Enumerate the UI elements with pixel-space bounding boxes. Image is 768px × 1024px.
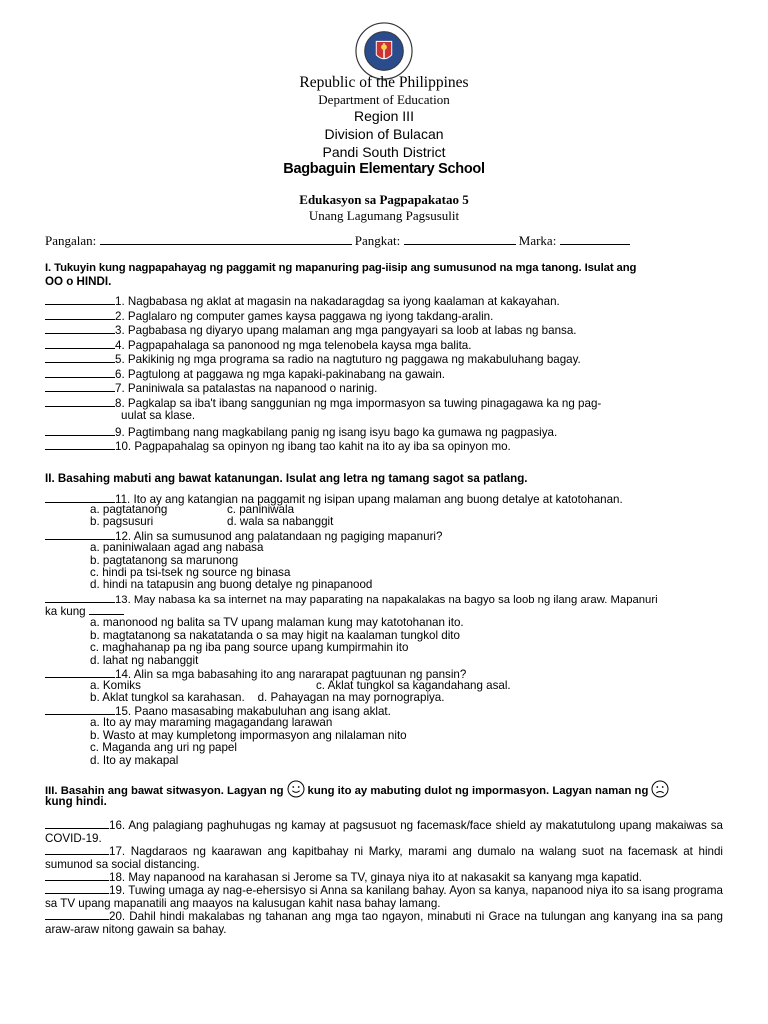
- district-heading: Pandi South District: [322, 144, 446, 160]
- choice: a. Komiks: [90, 679, 141, 692]
- choice: c. Maganda ang uri ng papel: [90, 741, 237, 754]
- list-item: 2. Paglalaro ng computer games kaysa paggawa ng iyong takdang-aralin.: [45, 308, 493, 323]
- choice: b. pagsusuri: [90, 515, 154, 528]
- situation-item: 19. Tuwing umaga ay nag-e-ehersisyo si Anna sa kanilang bahay. Ayon sa kanya, napanood niya ito sa isang programa sa TV upang mapanatili ang maayos na kalusugan kahit nasa bahay lamang.: [45, 884, 723, 910]
- answer-blank[interactable]: [45, 424, 115, 436]
- list-item-cont: uulat sa klase.: [121, 409, 196, 422]
- list-item: 4. Pagpapahalaga sa panonood ng mga telenobela kaysa mga balita.: [45, 337, 471, 352]
- choice: b. pagtatanong sa marunong: [90, 554, 239, 567]
- question-11: 11. Ito ay ang katangian na paggamit ng isipan upang malaman ang buong detalye at katotohanan.: [45, 491, 623, 506]
- answer-blank[interactable]: [45, 380, 115, 392]
- answer-blank[interactable]: [89, 603, 124, 615]
- question-15: 15. Paano masasabing makabuluhan ang isang aklat.: [45, 703, 391, 718]
- list-item: 5. Pakikinig ng mga programa sa radio na nagtuturo ng paggawa ng makabuluhang bagay.: [45, 351, 581, 366]
- list-item: 8. Pagkalap sa iba't ibang sanggunian ng mga impormasyon sa tuwing pinagagawa ka ng pag-: [45, 395, 601, 410]
- choice: c. Aklat tungkol sa kagandahang asal.: [316, 679, 511, 692]
- choice: d. wala sa nabanggit: [227, 515, 334, 528]
- situation-item: 16. Ang palagiang paghuhugas ng kamay at pagsusuot ng facemask/face shield ay makatutulong upang makaiwas sa COVID-19.: [45, 819, 723, 845]
- list-item: 10. Pagpapahalag sa opinyon ng ibang tao kahit na ito ay iba sa opinyon mo.: [45, 438, 511, 453]
- answer-blank[interactable]: [45, 308, 115, 320]
- answer-blank[interactable]: [45, 882, 109, 894]
- answer-blank[interactable]: [45, 337, 115, 349]
- choice: b. Aklat tungkol sa karahasan. d. Pahayagan na may pornograpiya.: [90, 691, 445, 704]
- choice: b. Wasto at may kumpletong impormasyon ang nilalaman nito: [90, 729, 407, 742]
- choice: a. Ito ay may maraming magagandang larawan: [90, 716, 333, 729]
- answer-blank[interactable]: [45, 666, 115, 678]
- answer-blank[interactable]: [45, 817, 109, 829]
- exam-title: Unang Lagumang Pagsusulit: [308, 208, 460, 223]
- answer-blank[interactable]: [45, 703, 115, 715]
- republic-heading: Republic of the Philippines: [299, 74, 469, 91]
- division-heading: Division of Bulacan: [324, 126, 444, 142]
- answer-blank[interactable]: [45, 843, 109, 855]
- situation-item: 20. Dahil hindi makalabas ng tahanan ang mga tao ngayon, minabuti ni Grace na tulungan ang kanyang ina sa pang araw-araw nitong gawain sa bahay.: [45, 910, 723, 936]
- answer-blank[interactable]: [45, 438, 115, 450]
- region-heading: Region III: [354, 108, 414, 124]
- situation-item: 17. Nagdaraos ng kaarawan ang kapitbahay ni Marky, marami ang dumalo na walang suot na facemask at hindi sumunod sa social distancing.: [45, 845, 723, 871]
- answer-blank[interactable]: [45, 491, 115, 503]
- school-heading: Bagbaguin Elementary School: [283, 161, 485, 177]
- list-item: 3. Pagbabasa ng diyaryo upang malaman ang mga pangyayari sa loob at labas ng bansa.: [45, 322, 577, 337]
- answer-blank[interactable]: [45, 366, 115, 378]
- score-field[interactable]: [560, 233, 630, 245]
- smiley-face-icon: [287, 780, 305, 798]
- choice: b. magtatanong sa nakatatanda o sa may higit na kaalaman tungkol dito: [90, 629, 460, 642]
- section-label: Pangkat:: [354, 233, 401, 248]
- choice: a. paniniwalaan agad ang nabasa: [90, 541, 264, 554]
- list-item: 6. Pagtulong at paggawa ng mga kapaki-pakinabang na gawain.: [45, 366, 445, 381]
- part3-instruction: III. Basahin ang bawat sitwasyon. Lagyan ng kung ito ay mabuting dulot ng impormasyon. Lagyan naman ng: [45, 780, 672, 798]
- answer-blank[interactable]: [45, 395, 115, 407]
- list-item: 9. Pagtimbang nang magkabilang panig ng isang isyu bago ka gumawa ng pagpasiya.: [45, 424, 557, 439]
- choice: a. pagtatanong: [90, 503, 168, 516]
- part3-instruction-cont: kung hindi.: [45, 795, 107, 808]
- section-field[interactable]: [404, 233, 516, 245]
- part1-instruction-cont: OO o HINDI.: [45, 275, 112, 288]
- situation-item: 18. May napanood na karahasan si Jerome sa TV, ginaya niya ito at nakasakit sa kanyang mga kapatid.: [45, 869, 723, 884]
- sad-face-icon: [651, 780, 669, 798]
- student-info-row: [45, 233, 630, 248]
- list-item: 1. Nagbabasa ng aklat at magasin na nakadaragdag sa iyong kaalaman at kakayahan.: [45, 293, 560, 308]
- answer-blank[interactable]: [45, 591, 115, 603]
- answer-blank[interactable]: [45, 322, 115, 334]
- name-label: Pangalan:: [45, 233, 97, 248]
- answer-blank[interactable]: [45, 351, 115, 363]
- deped-seal-icon: [355, 22, 413, 80]
- answer-blank[interactable]: [45, 293, 115, 305]
- choice: a. manonood ng balita sa TV upang malaman kung may katotohanan ito.: [90, 616, 464, 629]
- choice: c. hindi pa tsi-tsek ng source ng binasa: [90, 566, 291, 579]
- department-heading: Department of Education: [318, 92, 450, 107]
- score-label: Marka:: [518, 233, 557, 248]
- choice: c. paniniwala: [227, 503, 295, 516]
- name-field[interactable]: [100, 233, 352, 245]
- question-12: 12. Alin sa sumusunod ang palatandaan ng pagiging mapanuri?: [45, 528, 442, 543]
- choice: d. Ito ay makapal: [90, 754, 179, 767]
- choice: c. maghahanap pa ng iba pang source upang kumpirmahin ito: [90, 641, 409, 654]
- choice: d. lahat ng nabanggit: [90, 654, 199, 667]
- question-13-cont: ka kung: [45, 603, 124, 618]
- subject-title: Edukasyon sa Pagpapakatao 5: [299, 192, 469, 207]
- part1-instruction: I. Tukuyin kung nagpapahayag ng paggamit ng mapanuring pag-iisip ang sumusunod na mga tanong. Isulat ang: [45, 262, 637, 274]
- list-item: 7. Paniniwala sa patalastas na napanood o narinig.: [45, 380, 377, 395]
- choice: d. hindi na tatapusin ang buong detalye ng pinapanood: [90, 578, 373, 591]
- answer-blank[interactable]: [45, 528, 115, 540]
- answer-blank[interactable]: [45, 908, 109, 920]
- question-13: 13. May nabasa ka sa internet na may paparating na napakalakas na bagyo sa loob ng ilang araw. Mapanuri: [45, 591, 658, 607]
- question-14: 14. Alin sa mga babasahing ito ang nararapat pagtuunan ng pansin?: [45, 666, 466, 681]
- answer-blank[interactable]: [45, 869, 109, 881]
- part2-instruction: II. Basahing mabuti ang bawat katanungan. Isulat ang letra ng tamang sagot sa patlang.: [45, 472, 528, 485]
